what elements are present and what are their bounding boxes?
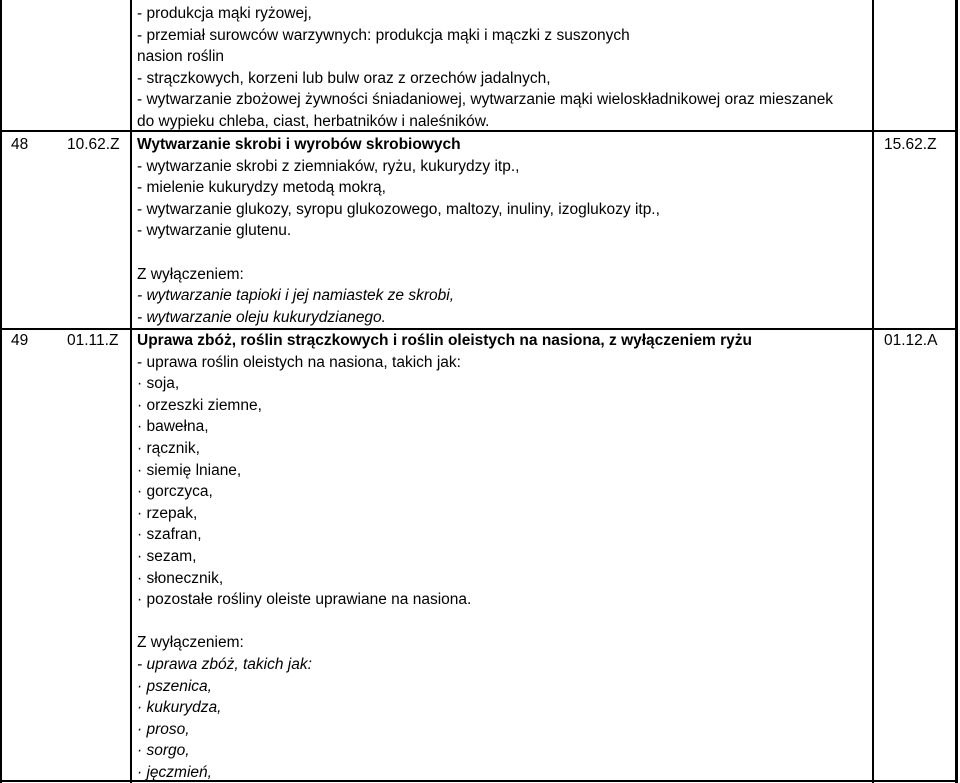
list-item: - strączkowych, korzeni lub bulw oraz z orzechów jadalnych, bbox=[137, 69, 551, 87]
list-item: - wytwarzanie tapioki i jej namiastek ze skrobi, bbox=[137, 287, 455, 305]
list-item: - wytwarzanie glukozy, syropu glukozowego, maltozy, inuliny, izoglukozy itp., bbox=[137, 200, 660, 218]
row-49-code: 01.11.Z bbox=[67, 332, 119, 349]
column-divider-ref bbox=[872, 0, 874, 783]
row-prev-description bbox=[137, 3, 867, 133]
row-48-ref-code: 15.62.Z bbox=[884, 136, 937, 153]
list-item: · jęczmień, bbox=[137, 763, 212, 781]
list-item: do wypieku chleba, ciast, herbatników i naleśników. bbox=[137, 112, 490, 130]
list-item: · rącznik, bbox=[137, 439, 200, 457]
list-item: · gorczyca, bbox=[137, 483, 213, 501]
row-48-description bbox=[137, 134, 867, 328]
list-item: · pozostałe rośliny oleiste uprawiane na nasiona. bbox=[137, 591, 472, 609]
list-item: · sezam, bbox=[137, 547, 197, 565]
list-item: - wytwarzanie glutenu. bbox=[137, 222, 292, 240]
table-border-right bbox=[955, 0, 958, 783]
row-48-code: 10.62.Z bbox=[67, 136, 120, 153]
row-49-number: 49 bbox=[11, 332, 29, 349]
list-item: - mielenie kukurydzy metodą mokrą, bbox=[137, 179, 386, 197]
row-48-exclusion-label: Z wyłączeniem: bbox=[137, 265, 244, 283]
list-item: · soja, bbox=[137, 375, 180, 393]
list-item: - produkcja mąki ryżowej, bbox=[137, 5, 312, 22]
row-48-number: 48 bbox=[11, 136, 29, 153]
list-item: · rzepak, bbox=[137, 504, 198, 522]
list-item: · kukurydza, bbox=[137, 699, 222, 717]
list-item: nasion roślin bbox=[137, 48, 225, 66]
spacer bbox=[137, 242, 867, 264]
spacer bbox=[137, 611, 867, 633]
row-49-exclusion-label: Z wyłączeniem: bbox=[137, 634, 244, 652]
list-item: · proso, bbox=[137, 720, 190, 738]
table-border-left bbox=[0, 0, 2, 783]
list-item: · siemię lniane, bbox=[137, 461, 242, 479]
row-49-exclusion-intro: - uprawa zbóż, takich jak: bbox=[137, 655, 312, 673]
list-item: - wytwarzanie skrobi z ziemniaków, ryżu, kukurydzy itp., bbox=[137, 157, 520, 175]
list-item: · szafran, bbox=[137, 526, 202, 544]
list-item: · sorgo, bbox=[137, 742, 190, 760]
list-item: - wytwarzanie zbożowej żywności śniadaniowej, wytwarzanie mąki wieloskładnikowej oraz mieszanek bbox=[137, 91, 834, 109]
list-item: · pszenica, bbox=[137, 677, 212, 695]
list-item: - wytwarzanie oleju kukurydzianego. bbox=[137, 308, 386, 326]
row-49-description bbox=[137, 330, 867, 783]
list-item: - przemiał surowców warzywnych: produkcja mąki i mączki z suszonych bbox=[137, 26, 630, 44]
list-item: · orzeszki ziemne, bbox=[137, 396, 262, 414]
row-49-intro: - uprawa roślin oleistych na nasiona, takich jak: bbox=[137, 353, 461, 371]
list-item: · bawełna, bbox=[137, 418, 209, 436]
column-divider-desc bbox=[130, 0, 132, 783]
row-49-ref-code: 01.12.A bbox=[884, 332, 938, 349]
list-item: · słonecznik, bbox=[137, 569, 224, 587]
row-48-title: Wytwarzanie skrobi i wyrobów skrobiowych bbox=[137, 136, 461, 153]
row-49-title: Uprawa zbóż, roślin strączkowych i roślin oleistych na nasiona, z wyłączeniem ryżu bbox=[137, 332, 753, 349]
